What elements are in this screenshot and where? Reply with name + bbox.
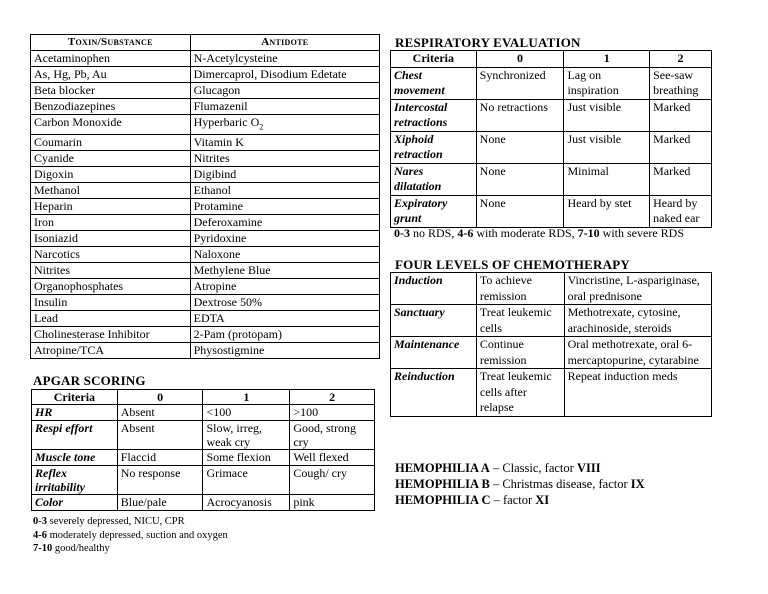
hemophilia-factor: VIII bbox=[576, 461, 601, 475]
drugs-cell: Repeat induction meds bbox=[564, 369, 711, 417]
chemotherapy-title: FOUR LEVELS OF CHEMOTHERAPY bbox=[395, 257, 630, 272]
apgar-title: APGAR SCORING bbox=[33, 373, 146, 388]
score-cell: pink bbox=[290, 495, 375, 511]
note-text: with moderate RDS, bbox=[473, 226, 578, 240]
score-cell: Synchronized bbox=[476, 67, 564, 99]
hemophilia-name: HEMOPHILIA C bbox=[395, 493, 491, 507]
criteria-cell: Nares dilatation bbox=[391, 163, 477, 195]
toxin-cell: Organophosphates bbox=[31, 279, 191, 295]
column-header: Toxin/Substance bbox=[31, 35, 191, 51]
score-cell: Good, strong cry bbox=[290, 421, 375, 450]
criteria-cell: Reflex irritability bbox=[32, 466, 118, 495]
hemophilia-name: HEMOPHILIA B bbox=[395, 477, 490, 491]
score-cell: Heard by stet bbox=[564, 195, 650, 227]
toxin-cell: Cyanide bbox=[31, 151, 191, 167]
respiratory-title: RESPIRATORY EVALUATION bbox=[395, 35, 581, 50]
antidote-cell: Vitamin K bbox=[190, 135, 379, 151]
score-range: 7-10 bbox=[577, 226, 600, 240]
toxin-cell: Carbon Monoxide bbox=[31, 115, 191, 135]
goal-cell: To achieve remission bbox=[476, 273, 564, 305]
toxin-cell: Acetaminophen bbox=[31, 51, 191, 67]
table-row bbox=[31, 67, 380, 83]
table-row bbox=[31, 51, 380, 67]
table-row bbox=[31, 343, 380, 359]
score-cell: Just visible bbox=[564, 131, 650, 163]
score-cell: Absent bbox=[117, 405, 203, 421]
toxin-cell: Atropine/TCA bbox=[31, 343, 191, 359]
toxin-cell: Narcotics bbox=[31, 247, 191, 263]
score-cell: Grimace bbox=[203, 466, 290, 495]
score-cell: See-saw breathing bbox=[650, 67, 712, 99]
toxin-cell: Insulin bbox=[31, 295, 191, 311]
score-cell: Blue/pale bbox=[117, 495, 203, 511]
score-cell: None bbox=[476, 195, 564, 227]
hemophilia-factor: IX bbox=[630, 477, 645, 491]
criteria-cell: Muscle tone bbox=[32, 450, 118, 466]
score-range: 0-3 bbox=[33, 516, 47, 527]
note-text: no RDS, bbox=[410, 226, 458, 240]
antidote-cell: Dimercaprol, Disodium Edetate bbox=[190, 67, 379, 83]
table-row bbox=[31, 167, 380, 183]
toxin-cell: Cholinesterase Inhibitor bbox=[31, 327, 191, 343]
toxin-cell: Coumarin bbox=[31, 135, 191, 151]
table-row bbox=[31, 215, 380, 231]
antidote-cell: Methylene Blue bbox=[190, 263, 379, 279]
hemophilia-desc: – Classic, factor bbox=[489, 461, 577, 475]
toxin-cell: As, Hg, Pb, Au bbox=[31, 67, 191, 83]
table-row bbox=[391, 337, 712, 369]
table-row bbox=[391, 131, 712, 163]
drugs-cell: Vincristine, L-aspariginase, oral prednisone bbox=[564, 273, 711, 305]
score-cell: None bbox=[476, 163, 564, 195]
level-cell: Reinduction bbox=[391, 369, 477, 417]
column-header: 2 bbox=[290, 390, 375, 405]
hemophilia-a-line bbox=[395, 461, 601, 476]
antidote-cell: Pyridoxine bbox=[190, 231, 379, 247]
score-cell: None bbox=[476, 131, 564, 163]
apgar-table bbox=[31, 389, 375, 511]
antidote-cell: Deferoxamine bbox=[190, 215, 379, 231]
drugs-cell: Oral methotrexate, oral 6-mercaptopurine, cytarabine bbox=[564, 337, 711, 369]
column-header: 1 bbox=[203, 390, 290, 405]
score-cell: Well flexed bbox=[290, 450, 375, 466]
antidote-cell: Naloxone bbox=[190, 247, 379, 263]
score-cell: Cough/ cry bbox=[290, 466, 375, 495]
goal-cell: Treat leukemic cells bbox=[476, 305, 564, 337]
column-header: 0 bbox=[476, 51, 564, 68]
toxin-cell: Benzodiazepines bbox=[31, 99, 191, 115]
table-row bbox=[31, 115, 380, 135]
table-row bbox=[31, 311, 380, 327]
hemophilia-desc: – Christmas disease, factor bbox=[489, 477, 631, 491]
toxin-cell: Lead bbox=[31, 311, 191, 327]
respiratory-note bbox=[394, 226, 684, 241]
score-range: 7-10 bbox=[33, 543, 53, 554]
antidote-cell: Atropine bbox=[190, 279, 379, 295]
criteria-cell: HR bbox=[32, 405, 118, 421]
level-cell: Sanctuary bbox=[391, 305, 477, 337]
apgar-note bbox=[33, 516, 185, 527]
apgar-note bbox=[33, 530, 228, 541]
hemophilia-b-line bbox=[395, 477, 645, 492]
criteria-cell: Expiratory grunt bbox=[391, 195, 477, 227]
table-row bbox=[31, 151, 380, 167]
table-row bbox=[32, 495, 375, 511]
note-text: with severe RDS bbox=[599, 226, 684, 240]
antidote-cell bbox=[190, 115, 379, 135]
note-text: severely depressed, NICU, CPR bbox=[47, 516, 185, 527]
score-cell: Just visible bbox=[564, 99, 650, 131]
column-header: 1 bbox=[564, 51, 650, 68]
criteria-cell: Chest movement bbox=[391, 67, 477, 99]
hemophilia-c-line bbox=[395, 493, 549, 508]
score-range: 4-6 bbox=[457, 226, 474, 240]
hemophilia-name: HEMOPHILIA A bbox=[395, 461, 490, 475]
toxin-cell: Heparin bbox=[31, 199, 191, 215]
table-row bbox=[391, 273, 712, 305]
drugs-cell: Methotrexate, cytosine, arachinoside, steroids bbox=[564, 305, 711, 337]
toxin-antidote-table bbox=[30, 34, 380, 359]
table-header-row bbox=[31, 35, 380, 51]
column-header: 0 bbox=[117, 390, 203, 405]
antidote-cell: Dextrose 50% bbox=[190, 295, 379, 311]
antidote-cell: EDTA bbox=[190, 311, 379, 327]
score-cell: Marked bbox=[650, 163, 712, 195]
table-row bbox=[32, 421, 375, 450]
column-header: Antidote bbox=[190, 35, 379, 51]
score-cell: Lag on inspiration bbox=[564, 67, 650, 99]
table-row bbox=[31, 183, 380, 199]
table-header-row bbox=[391, 51, 712, 68]
antidote-cell: Ethanol bbox=[190, 183, 379, 199]
antidote-cell: Physostigmine bbox=[190, 343, 379, 359]
hemophilia-factor: XI bbox=[535, 493, 550, 507]
score-cell: No retractions bbox=[476, 99, 564, 131]
antidote-text: Hyperbaric O bbox=[193, 115, 260, 129]
table-row bbox=[31, 99, 380, 115]
table-row bbox=[31, 135, 380, 151]
toxin-cell: Beta blocker bbox=[31, 83, 191, 99]
antidote-cell: Glucagon bbox=[190, 83, 379, 99]
criteria-cell: Xiphoid retraction bbox=[391, 131, 477, 163]
table-row bbox=[31, 327, 380, 343]
table-row bbox=[391, 195, 712, 227]
table-row bbox=[32, 466, 375, 495]
table-row bbox=[391, 99, 712, 131]
chemotherapy-table bbox=[390, 272, 712, 417]
score-cell: Absent bbox=[117, 421, 203, 450]
antidote-cell: Digibind bbox=[190, 167, 379, 183]
score-cell: Marked bbox=[650, 131, 712, 163]
apgar-note bbox=[33, 543, 110, 554]
antidote-cell: N-Acetylcysteine bbox=[190, 51, 379, 67]
respiratory-table bbox=[390, 50, 712, 228]
criteria-cell: Color bbox=[32, 495, 118, 511]
score-range: 0-3 bbox=[394, 226, 410, 240]
table-row bbox=[31, 231, 380, 247]
antidote-cell: Nitrites bbox=[190, 151, 379, 167]
goal-cell: Treat leukemic cells after relapse bbox=[476, 369, 564, 417]
score-cell: Marked bbox=[650, 99, 712, 131]
level-cell: Induction bbox=[391, 273, 477, 305]
column-header: Criteria bbox=[391, 51, 477, 68]
table-row bbox=[31, 263, 380, 279]
score-cell: <100 bbox=[203, 405, 290, 421]
antidote-cell: Protamine bbox=[190, 199, 379, 215]
score-cell: Acrocyanosis bbox=[203, 495, 290, 511]
toxin-cell: Nitrites bbox=[31, 263, 191, 279]
criteria-cell: Respi effort bbox=[32, 421, 118, 450]
score-cell: Slow, irreg, weak cry bbox=[203, 421, 290, 450]
table-row bbox=[391, 305, 712, 337]
table-row bbox=[31, 247, 380, 263]
note-text: good/healthy bbox=[52, 543, 110, 554]
hemophilia-desc: – factor bbox=[490, 493, 536, 507]
table-row bbox=[31, 199, 380, 215]
table-row bbox=[32, 405, 375, 421]
table-row bbox=[32, 450, 375, 466]
column-header: Criteria bbox=[32, 390, 118, 405]
criteria-cell: Intercostal retractions bbox=[391, 99, 477, 131]
subscript: 2 bbox=[259, 122, 264, 132]
table-row bbox=[31, 295, 380, 311]
score-cell: Flaccid bbox=[117, 450, 203, 466]
score-cell: Heard by naked ear bbox=[650, 195, 712, 227]
score-cell: No response bbox=[117, 466, 203, 495]
note-text: moderately depressed, suction and oxygen bbox=[47, 530, 228, 541]
score-cell: >100 bbox=[290, 405, 375, 421]
score-cell: Some flexion bbox=[203, 450, 290, 466]
column-header: 2 bbox=[650, 51, 712, 68]
score-cell: Minimal bbox=[564, 163, 650, 195]
toxin-cell: Digoxin bbox=[31, 167, 191, 183]
table-row bbox=[391, 369, 712, 417]
toxin-cell: Iron bbox=[31, 215, 191, 231]
table-row bbox=[391, 163, 712, 195]
level-cell: Maintenance bbox=[391, 337, 477, 369]
goal-cell: Continue remission bbox=[476, 337, 564, 369]
table-header-row bbox=[32, 390, 375, 405]
toxin-cell: Methanol bbox=[31, 183, 191, 199]
table-row bbox=[31, 279, 380, 295]
antidote-cell: Flumazenil bbox=[190, 99, 379, 115]
table-row bbox=[31, 83, 380, 99]
antidote-cell: 2-Pam (protopam) bbox=[190, 327, 379, 343]
score-range: 4-6 bbox=[33, 530, 47, 541]
table-row bbox=[391, 67, 712, 99]
toxin-cell: Isoniazid bbox=[31, 231, 191, 247]
